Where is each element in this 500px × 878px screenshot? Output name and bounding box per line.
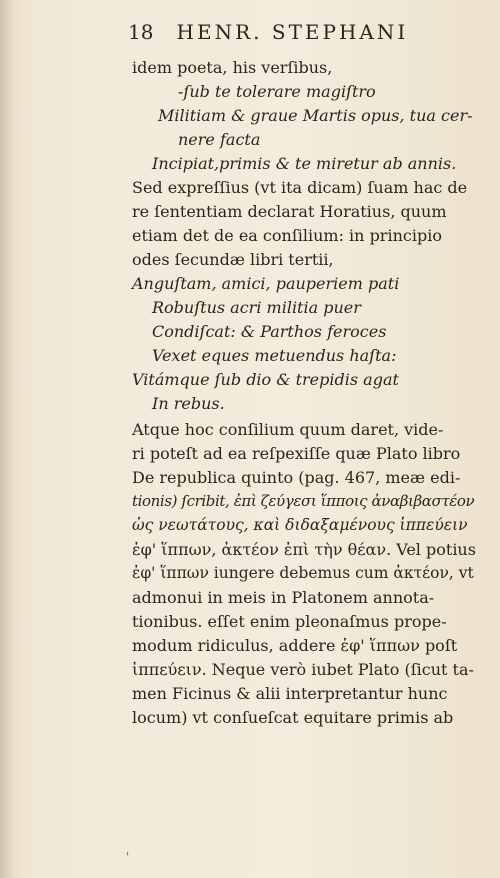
text-line: admonui in meis in Platonem annota-	[132, 588, 435, 607]
verse-line: Militiam & graue Martis opus, tua cer-	[158, 106, 473, 125]
verse-line: nere facta	[178, 130, 261, 149]
text-line: Atque hoc conſilium quum daret, vide-	[132, 420, 444, 439]
page-header	[128, 20, 408, 44]
verse-line: -ſub te tolerare magiſtro	[178, 82, 376, 101]
verse-line: Incipiat,primis & te miretur ab annis.	[152, 154, 457, 173]
verse-line: Anguſtam, amici, pauperiem pati	[132, 274, 400, 293]
bottom-mark: '	[126, 850, 130, 864]
verse-line: Robuſtus acri militia puer	[152, 298, 361, 317]
text-line: locum) vt conſueſcat equitare primis ab	[132, 708, 454, 727]
page-number: 18	[128, 20, 154, 44]
text-line: ἐφ' ἵππων, ἀκτέον ἐπὶ τὴν θέαν. Vel potius	[132, 540, 476, 559]
text-line-greek: ὡς νεωτάτους, καὶ διδαξαμένους ἱππεύειν	[132, 516, 468, 534]
text-line: etiam det de ea conſilium: in principio	[132, 226, 442, 245]
text-line: modum ridiculus, addere ἐφ' ἵππων poſt	[132, 636, 458, 655]
text-line: ἱππεύειν. Neque verò iubet Plato (ſicut ta-	[132, 660, 474, 679]
text-line: ri poteſt ad ea reſpexiſſe quæ Plato libro	[132, 444, 461, 463]
text-line: ἐφ' ἵππων iungere debemus cum ἀκτέον, vt	[132, 564, 474, 582]
verse-line: Vexet eques metuendus haſta:	[152, 346, 397, 365]
text-line: odes ſecundæ libri tertii,	[132, 250, 334, 269]
text-line: De republica quinto (pag. 467, meæ edi-	[132, 468, 461, 487]
verse-line: In rebus.	[152, 394, 225, 413]
verse-line: Condiſcat: & Parthos feroces	[152, 322, 387, 341]
text-line: idem poeta, his verſibus,	[132, 58, 333, 77]
text-line: re ſententiam declarat Horatius, quum	[132, 202, 447, 221]
running-title: HENR. STEPHANI	[176, 20, 409, 44]
verse-line: Vitámque ſub dio & trepidis agat	[132, 370, 399, 389]
text-line: tionibus. eſſet enim pleonaſmus prope-	[132, 612, 447, 631]
text-line-greek: tionis) ſcribit, ἐπὶ ζεύγεσι ἵπποις ἀναβιβαστέον	[132, 492, 475, 510]
text-line: men Ficinus & alii interpretantur hunc	[132, 684, 448, 703]
text-line: Sed expreſſius (vt ita dicam) ſuam hac de	[132, 178, 468, 197]
